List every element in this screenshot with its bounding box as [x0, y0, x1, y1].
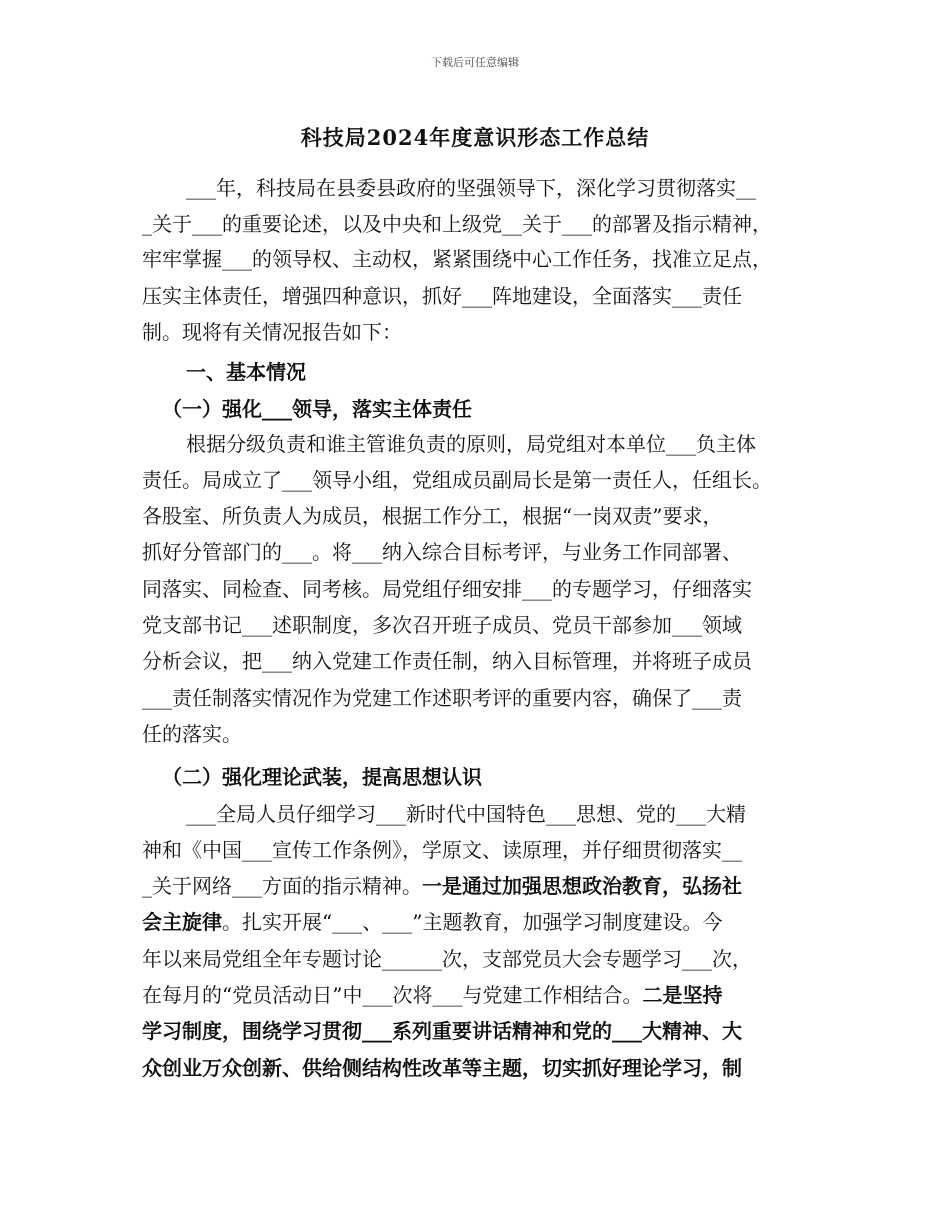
- paragraph-line: 学习制度，围绕学习贯彻___系列重要讲话精神和党的___大精神、大: [142, 1019, 742, 1043]
- paragraph-line: [142, 874, 742, 898]
- paragraph-line: ___年，科技局在县委县政府的坚强领导下，深化学习贯彻落实__: [186, 176, 756, 200]
- paragraph-line: 神和《中国___宣传工作条例》，学原文、读原理，并仔细贯彻落实__: [142, 838, 742, 862]
- paragraph-line: 牢牢掌握___的领导权、主动权，紧紧围绕中心工作任务，找准立足点，: [142, 247, 772, 271]
- paragraph-line: 党支部书记___述职制度，多次召开班子成员、党员干部参加___领域: [142, 613, 742, 637]
- paragraph-line: 同落实、同检查、同考核。局党组仔细安排___的专题学习，仔细落实: [142, 577, 752, 601]
- paragraph-line: ___全局人员仔细学习___新时代中国特色___思想、党的___大精: [186, 802, 746, 826]
- paragraph-line: [142, 910, 722, 934]
- paragraph-line: 任的落实。: [142, 722, 242, 746]
- text-segment: _关于网络___方面的指示精神。: [142, 874, 422, 898]
- text-segment: 。扎实开展“___、___”主题教育，加强学习制度建设。今: [222, 910, 723, 934]
- paragraph-line: ___责任制落实情况作为党建工作述职考评的重要内容，确保了___责: [142, 686, 742, 710]
- document-title: 科技局2024年度意识形态工作总结: [300, 125, 650, 150]
- header-note: 下载后可任意编辑: [431, 56, 519, 69]
- section-heading: 一、基本情况: [186, 360, 306, 384]
- emphasis-text: 一是通过加强思想政治教育，弘扬社: [422, 874, 742, 898]
- paragraph-line: _关于___的重要论述，以及中央和上级党__关于___的部署及指示精神，: [142, 212, 772, 236]
- paragraph-line: [142, 983, 722, 1007]
- paragraph-line: 各股室、所负责人为成员，根据工作分工，根据“一岗双责”要求，: [142, 504, 723, 528]
- paragraph-line: 众创业万众创新、供给侧结构性改革等主题，切实抓好理论学习，制: [142, 1056, 742, 1080]
- paragraph-line: 根据分级负责和谁主管谁负责的原则，局党组对本单位___负主体: [186, 432, 756, 456]
- paragraph-line: 责任。局成立了___领导小组，党组成员副局长是第一责任人，任组长。: [142, 468, 772, 492]
- paragraph-line: 压实主体责任，增强四种意识，抓好___阵地建设，全面落实___责任: [142, 284, 742, 308]
- subsection-heading: （二）强化理论武装，提高思想认识: [162, 765, 482, 789]
- subsection-heading: （一）强化___领导，落实主体责任: [162, 397, 472, 421]
- emphasis-text: 二是坚持: [642, 983, 723, 1007]
- emphasis-text: 会主旋律: [142, 910, 222, 934]
- text-segment: 在每月的“党员活动日”中___次将___与党建工作相结合。: [142, 983, 643, 1007]
- paragraph-line: 抓好分管部门的___。将___纳入综合目标考评，与业务工作同部署、: [142, 540, 742, 564]
- paragraph-line: 制。现将有关情况报告如下：: [142, 320, 402, 344]
- paragraph-line: 年以来局党组全年专题讨论______次，支部党员大会专题学习___次，: [142, 947, 752, 971]
- paragraph-line: 分析会议，把___纳入党建工作责任制，纳入目标管理，并将班子成员: [142, 649, 752, 673]
